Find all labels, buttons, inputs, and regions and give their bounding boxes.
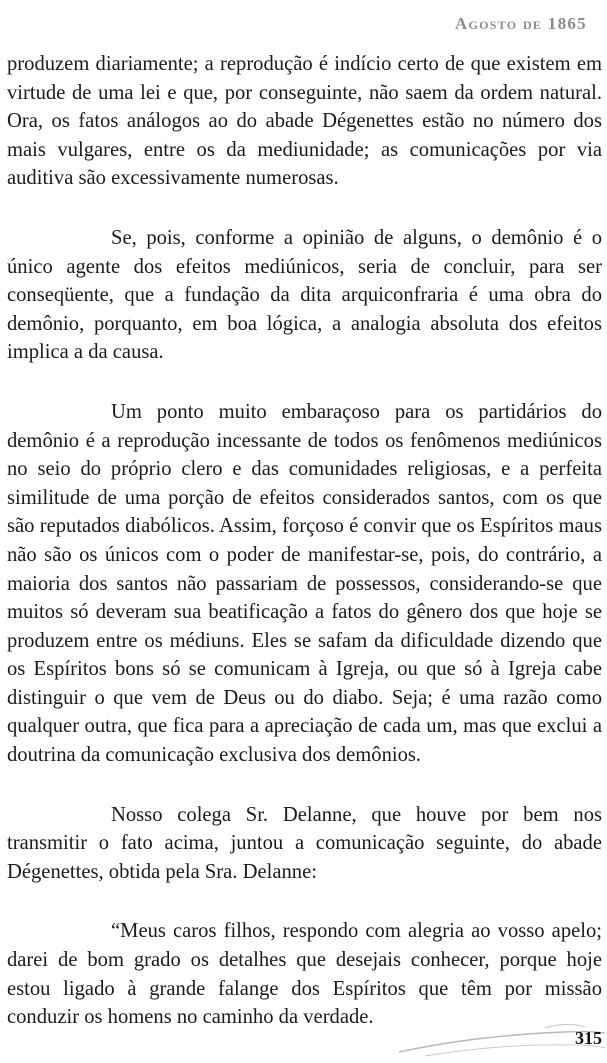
body-text xyxy=(7,50,602,1063)
paragraph-5: “Meus caros filhos, respondo com alegria ao vosso apelo; darei de bom grado os detalhes que desejais conhecer, porque hoje estou ligado à grande falange dos Espíritos que têm por missão conduzir os homens no caminho da verdade. xyxy=(7,920,602,1029)
paragraph-3: Um ponto muito embaraçoso para os partidários do demônio é a reprodução incessante de todos os fenômenos mediúnicos no seio do próprio clero e das comunidades religiosas, e a perfeita similitude de uma porção de efeitos considerados santos, com os que são reputados diabólicos. Assim, forçoso é convir que os Espíritos maus não são os únicos com o poder de manifestar-se, pois, do contrário, a maioria dos santos não passariam de possessos, considerando-se que muitos só deveram sua beatificação a fatos do gênero dos que hoje se produzem entre os médiuns. Eles se safam da dificuldade dizendo que os Espíritos bons só se comunicam à Igreja, ou que só à Igreja cabe distinguir o que vem de Deus ou do diabo. Seja; é uma razão como qualquer outra, que fica para a apreciação de cada um, mas que exclui a doutrina da comunicação exclusiva dos demônios. xyxy=(7,400,602,767)
running-head: Agosto de 1865 xyxy=(454,14,587,33)
paragraph-2: Se, pois, conforme a opinião de alguns, o demônio é o único agente dos efeitos mediúnicos, seria de concluir, para ser conseqüente, que a fundação da dita arquiconfraria é uma obra do demônio, porquanto, em boa lógica, a analogia absoluta dos efeitos implica a da causa. xyxy=(7,226,602,364)
paragraph-1: produzem diariamente; a reprodução é indício certo de que existem em virtude de uma lei e que, por conseguinte, não saem da ordem natural. Ora, os fatos análogos ao do abade Dégenettes estão no número dos mais vulgares, entre os da mediunidade; as comunicações por via auditiva são excessivamente numerosas. xyxy=(7,53,602,190)
paragraph-4: Nosso colega Sr. Delanne, que houve por bem nos transmitir o fato acima, juntou a comunicação seguinte, do abade Dégenettes, obtida pela Sra. Delanne: xyxy=(7,803,602,883)
page-number: 315 xyxy=(575,1028,602,1048)
